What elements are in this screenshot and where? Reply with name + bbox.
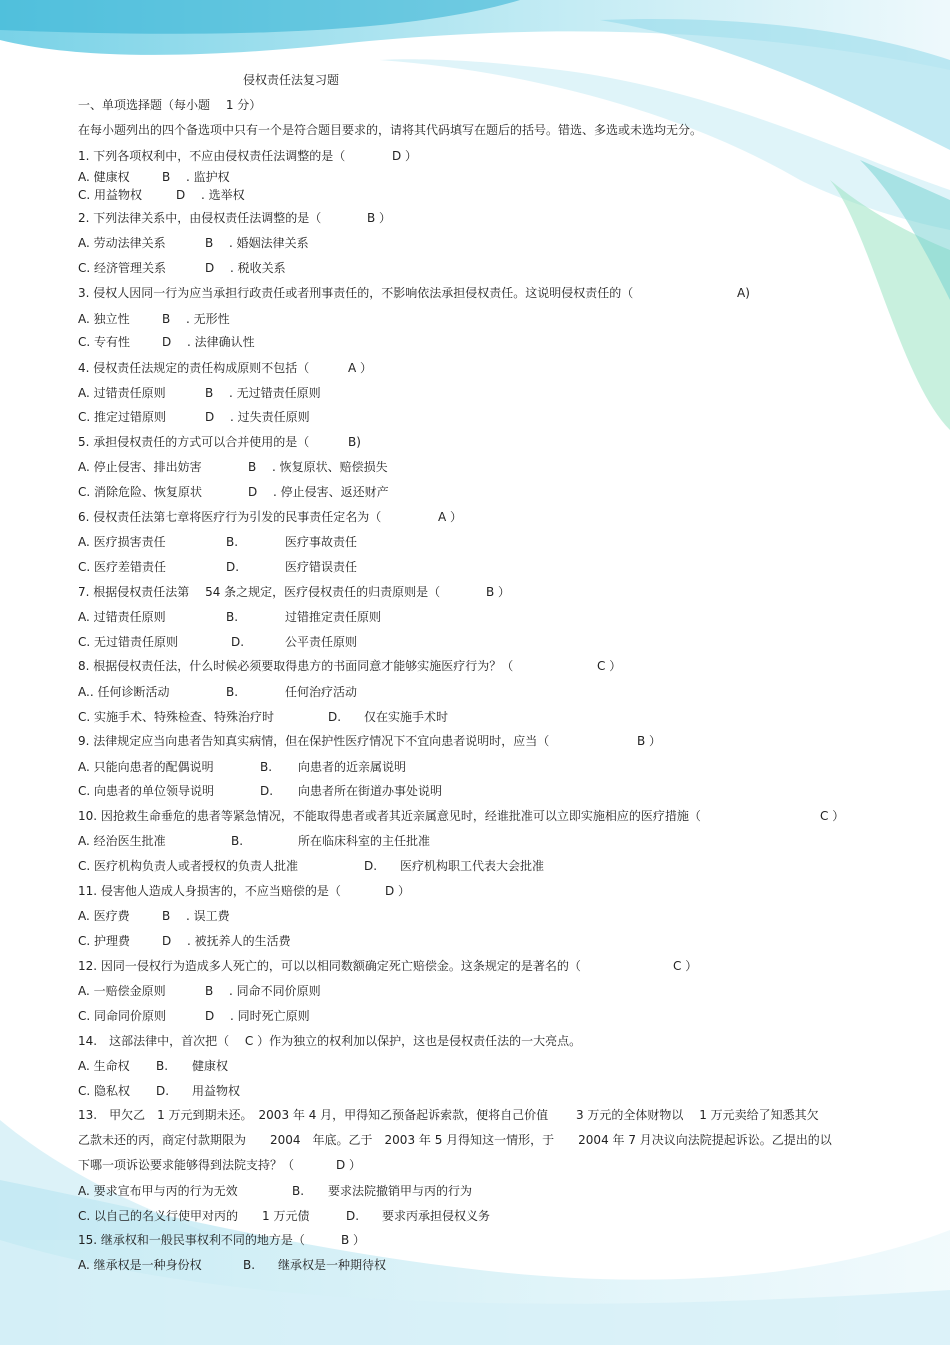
option-c: C. 经济管理关系 (78, 261, 167, 275)
q15-line (78, 1233, 868, 1247)
answer-mark: B) (348, 435, 361, 449)
option-a: A. 过错责任原则 (78, 610, 166, 624)
option-b: 医疗事故责任 (285, 535, 358, 549)
option-c: C. 向患者的单位领导说明 (78, 784, 215, 798)
option-d: D . 停止侵害、返还财产 (248, 485, 389, 499)
q15-answer: B ） (341, 1233, 366, 1247)
option-b: B . 无形性 (162, 312, 230, 326)
question-12 (78, 959, 868, 973)
question-10 (78, 809, 868, 823)
option-b-letter: B. (260, 760, 273, 774)
option-b-letter: B. (156, 1059, 169, 1073)
question-11 (78, 884, 868, 898)
answer-mark: C ） (673, 959, 698, 973)
question-1 (78, 149, 868, 163)
q13-answer: D ） (336, 1158, 362, 1172)
option-b: 任何治疗活动 (285, 685, 358, 699)
option-d-letter: D. (226, 560, 240, 574)
q13-option-c: C. 以自己的名义行使甲对丙的 1 万元债 (78, 1209, 310, 1223)
option-d-letter: D. (364, 859, 378, 873)
question-9 (78, 734, 868, 748)
section-heading: 一、单项选择题（每小题 1 分） (78, 98, 262, 112)
option-a: A. 健康权 (78, 170, 130, 184)
question-text: 11. 侵害他人造成人身损害的，不应当赔偿的是（ (78, 884, 341, 898)
option-d: D . 税收关系 (205, 261, 286, 275)
option-b: 过错推定责任原则 (285, 610, 382, 624)
option-d: D . 选举权 (176, 188, 245, 202)
question-7 (78, 585, 868, 599)
option-d: D . 同时死亡原则 (205, 1009, 310, 1023)
option-a: A. 过错责任原则 (78, 386, 166, 400)
question-6 (78, 510, 868, 524)
option-d-letter: D. (231, 635, 245, 649)
answer-mark: A ） (438, 510, 463, 524)
answer-mark: B ） (486, 585, 511, 599)
answer-mark: B ） (637, 734, 662, 748)
option-a: A. 经治医生批准 (78, 834, 166, 848)
option-c: C. 推定过错原则 (78, 410, 167, 424)
answer-mark: D ） (385, 884, 411, 898)
answer-mark: D ） (392, 149, 418, 163)
option-d: 仅在实施手术时 (364, 710, 449, 724)
question-2 (78, 211, 868, 225)
q15-option-b: 继承权是一种期待权 (278, 1258, 387, 1272)
answer-mark: C ） (597, 659, 622, 673)
q13-option-d: 要求丙承担侵权义务 (382, 1209, 491, 1223)
question-5 (78, 435, 868, 449)
q13-line3 (78, 1158, 868, 1172)
option-a: A. 医疗损害责任 (78, 535, 166, 549)
q13-option-b: 要求法院撤销甲与丙的行为 (328, 1184, 473, 1198)
question-text: 9. 法律规定应当向患者告知真实病情，但在保护性医疗情况下不宜向患者说明时，应当（ (78, 734, 550, 748)
option-b: B . 无过错责任原则 (205, 386, 321, 400)
option-d: 公平责任原则 (285, 635, 358, 649)
q15-text: 15. 继承权和一般民事权利不同的地方是（ (78, 1233, 305, 1247)
option-a: A. 生命权 (78, 1059, 130, 1073)
q13-line2: 乙款未还的丙，商定付款期限为 2004 年底。乙于 2003 年 5 月得知这一情形，于 2004 年 7 月决议向法院提起诉讼。乙提出的以 (78, 1133, 832, 1147)
option-c: C. 同命同价原则 (78, 1009, 167, 1023)
option-d: 医疗错误责任 (285, 560, 358, 574)
option-d: D . 被抚养人的生活费 (162, 934, 291, 948)
option-d: 用益物权 (192, 1084, 241, 1098)
option-a: A. 停止侵害、排出妨害 (78, 460, 202, 474)
option-c: C. 专有性 (78, 335, 131, 349)
option-d-letter: D. (156, 1084, 170, 1098)
option-a: A. 独立性 (78, 312, 130, 326)
question-text: 3. 侵权人因同一行为应当承担行政责任或者刑事责任的，不影响依法承担侵权责任。这说明侵权责任的（ (78, 286, 634, 300)
option-c: C. 隐私权 (78, 1084, 131, 1098)
option-c: C. 护理费 (78, 934, 131, 948)
option-d: D . 法律确认性 (162, 335, 255, 349)
question-text: 14. 这部法律中，首次把（ C ）作为独立的权利加以保护，这也是侵权责任法的一大亮点。 (78, 1034, 582, 1048)
option-b-letter: B. (226, 610, 239, 624)
instructions: 在每小题列出的四个备选项中只有一个是符合题目要求的，请将其代码填写在题后的括号。错选、多选或未选均无分。 (78, 123, 703, 137)
q13-text: 下哪一项诉讼要求能够得到法院支持？（ (78, 1158, 295, 1172)
option-d-letter: D. (260, 784, 274, 798)
option-d: 医疗机构职工代表大会批准 (400, 859, 545, 873)
option-a: A.. 任何诊断活动 (78, 685, 170, 699)
question-text: 8. 根据侵权责任法，什么时候必须要取得患方的书面同意才能够实施医疗行为？（ (78, 659, 514, 673)
option-c: C. 医疗差错责任 (78, 560, 167, 574)
document-title: 侵权责任法复习题 (243, 73, 340, 87)
option-d: 向患者所在街道办事处说明 (298, 784, 443, 798)
option-b: B . 监护权 (162, 170, 230, 184)
question-text: 2. 下列法律关系中，由侵权责任法调整的是（ (78, 211, 322, 225)
question-text: 6. 侵权责任法第七章将医疗行为引发的民事责任定名为（ (78, 510, 382, 524)
option-b: B . 婚姻法律关系 (205, 236, 309, 250)
question-text: 1. 下列各项权利中，不应由侵权责任法调整的是（ (78, 149, 346, 163)
option-a: A. 医疗费 (78, 909, 130, 923)
question-text: 7. 根据侵权责任法第 54 条之规定，医疗侵权责任的归责原则是（ (78, 585, 441, 599)
option-b: 向患者的近亲属说明 (298, 760, 407, 774)
answer-mark: B ） (367, 211, 392, 225)
question-13 (78, 1034, 868, 1048)
q13-line1: 13. 甲欠乙 1 万元到期未还。 2003 年 4 月，甲得知乙预备起诉索款，便将自己价值 3 万元的全体财物以 1 万元卖给了知悉其欠 (78, 1108, 819, 1122)
option-c: C. 用益物权 (78, 188, 143, 202)
question-text: 10. 因抢救生命垂危的患者等紧急情况，不能取得患者或者其近亲属意见时，经谁批准可以立即实施相应的医疗措施（ (78, 809, 701, 823)
option-a: A. 劳动法律关系 (78, 236, 166, 250)
option-a: A. 一赔偿金原则 (78, 984, 166, 998)
option-b: 健康权 (192, 1059, 229, 1073)
answer-mark: C ） (820, 809, 845, 823)
option-b-letter: B. (226, 535, 239, 549)
question-3 (78, 286, 868, 300)
answer-mark: A) (737, 286, 750, 300)
option-a: A. 只能向患者的配偶说明 (78, 760, 214, 774)
option-b: B . 误工费 (162, 909, 230, 923)
option-c: C. 消除危险、恢复原状 (78, 485, 203, 499)
option-c: C. 实施手术、特殊检查、特殊治疗时 (78, 710, 275, 724)
option-c: C. 医疗机构负责人或者授权的负责人批准 (78, 859, 299, 873)
question-text: 4. 侵权责任法规定的责任构成原则不包括（ (78, 361, 310, 375)
option-b: B . 恢复原状、赔偿损失 (248, 460, 388, 474)
option-d-letter: D. (328, 710, 342, 724)
q15-option-b-letter: B. (243, 1258, 256, 1272)
q13-option-d-letter: D. (346, 1209, 360, 1223)
option-b: B . 同命不同价原则 (205, 984, 321, 998)
question-8 (78, 659, 868, 673)
q15-option-a: A. 继承权是一种身份权 (78, 1258, 202, 1272)
q13-option-b-letter: B. (292, 1184, 305, 1198)
question-4 (78, 361, 868, 375)
answer-mark: A ） (348, 361, 373, 375)
q13-option-a: A. 要求宣布甲与丙的行为无效 (78, 1184, 238, 1198)
option-b: 所在临床科室的主任批准 (298, 834, 431, 848)
option-b-letter: B. (226, 685, 239, 699)
question-text: 12. 因同一侵权行为造成多人死亡的，可以以相同数额确定死亡赔偿金。这条规定的是著名的（ (78, 959, 581, 973)
option-c: C. 无过错责任原则 (78, 635, 179, 649)
option-d: D . 过失责任原则 (205, 410, 310, 424)
question-text: 5. 承担侵权责任的方式可以合并使用的是（ (78, 435, 310, 449)
option-b-letter: B. (231, 834, 244, 848)
